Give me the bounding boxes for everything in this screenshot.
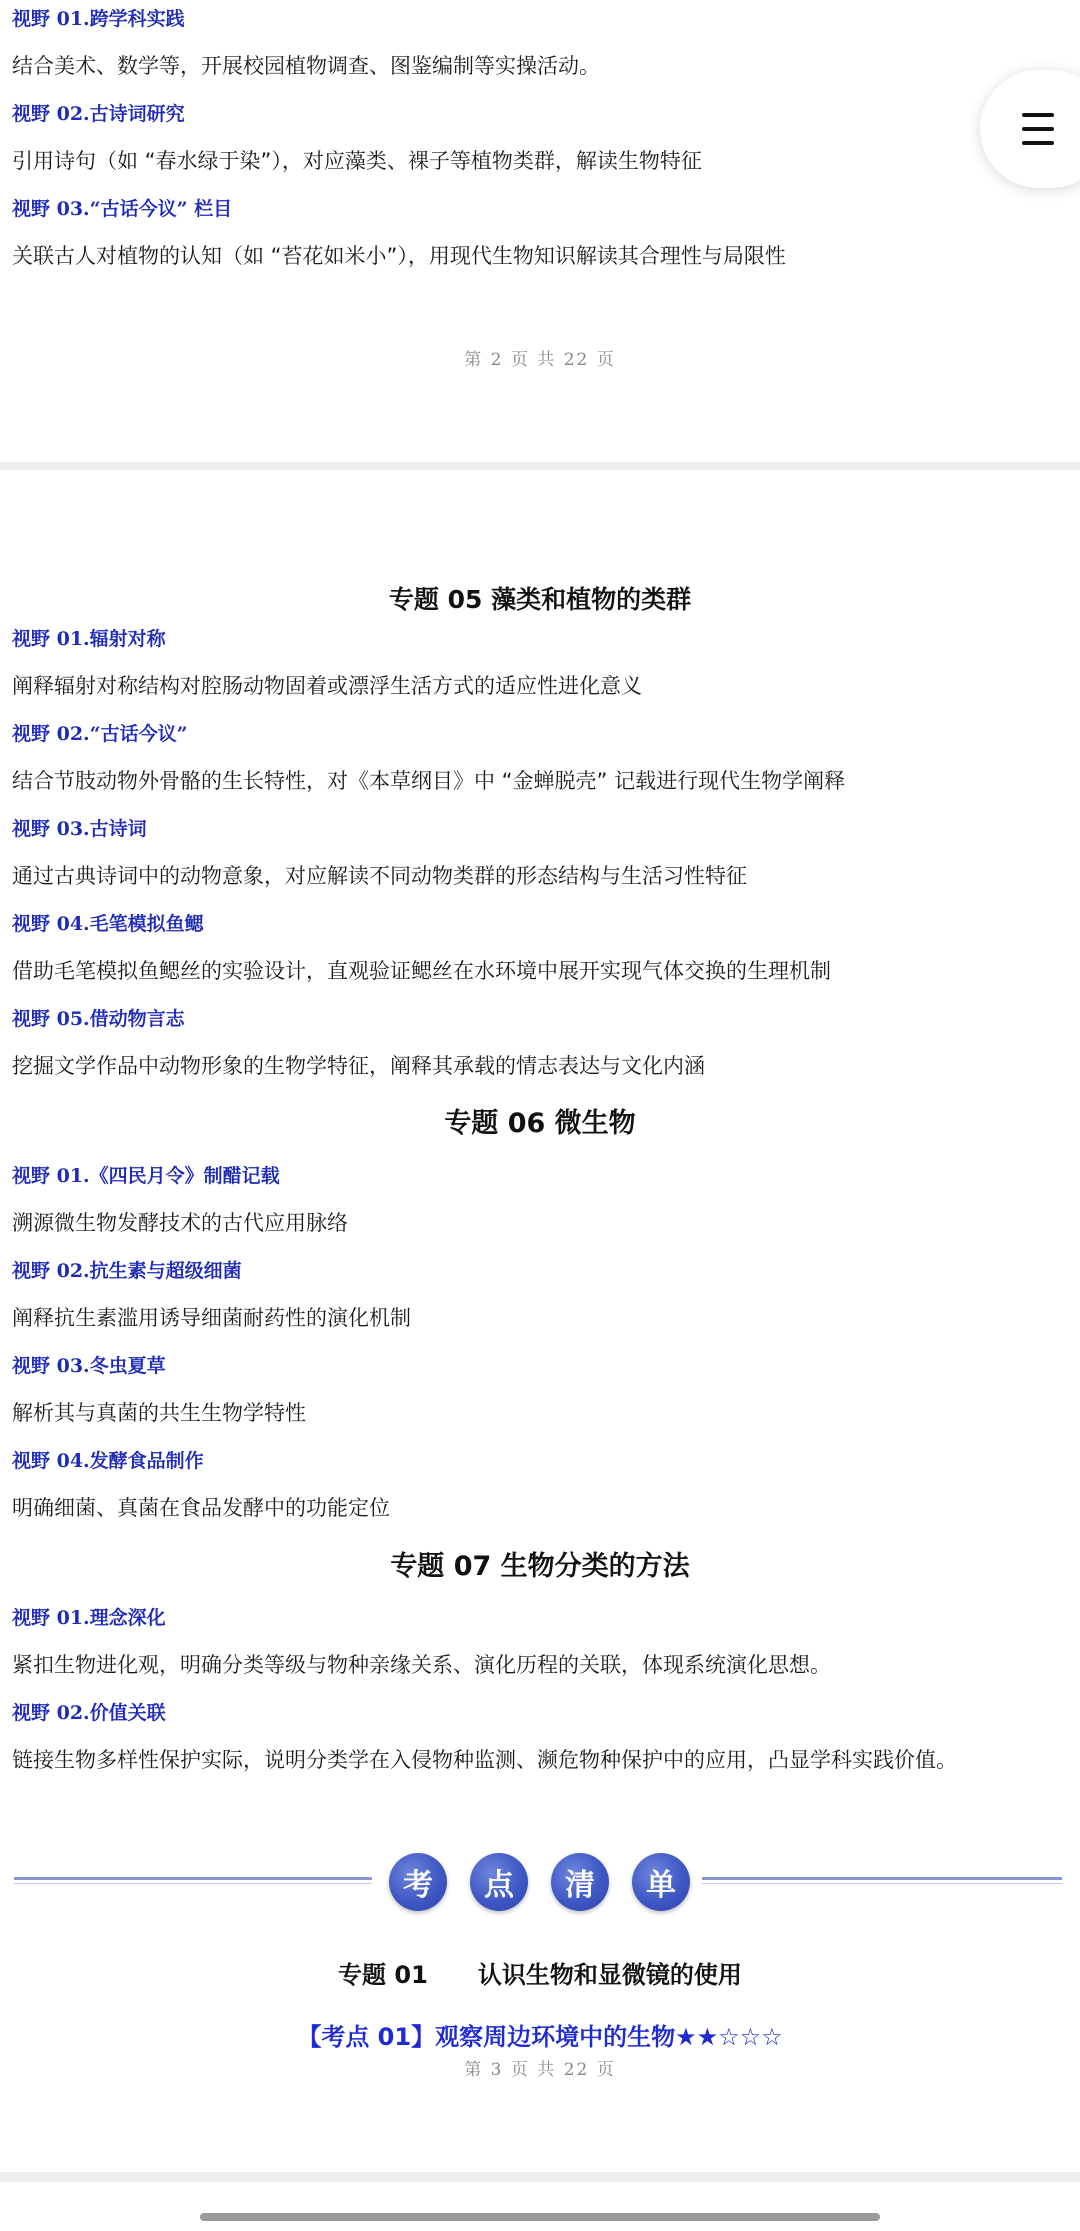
- banner-badge: 点: [470, 1853, 528, 1911]
- section-label: 视野 04.毛笔模拟鱼鳃: [12, 913, 204, 935]
- section-text: 链接生物多样性保护实际，说明分类学在入侵物种监测、濒危物种保护中的应用，凸显学科实践价值。: [12, 1748, 957, 1772]
- topic-title: 专题 06 微生物: [444, 1108, 636, 1139]
- section-label: 视野 02.古诗词研究: [12, 103, 185, 125]
- topic-title: 专题 05 藻类和植物的类群: [388, 585, 692, 614]
- section-label: 视野 02.价值关联: [12, 1702, 166, 1724]
- section-text: 借助毛笔模拟鱼鳃丝的实验设计，直观验证鳃丝在水环境中展开实现气体交换的生理机制: [12, 959, 831, 983]
- section-label: 视野 03.“古话今议” 栏目: [12, 198, 233, 220]
- section-text: 结合美术、数学等，开展校园植物调查、图鉴编制等实操活动。: [12, 54, 600, 78]
- section-text: 通过古典诗词中的动物意象，对应解读不同动物类群的形态结构与生活习性特征: [12, 864, 747, 888]
- section-text: 溯源微生物发酵技术的古代应用脉络: [12, 1211, 348, 1235]
- topic-title: 专题 01 认识生物和显微镜的使用: [338, 1961, 742, 1989]
- section-label: 视野 01.《四民月令》制醋记载: [12, 1165, 280, 1187]
- section-text: 结合节肢动物外骨骼的生长特性，对《本草纲目》中 “金蝉脱壳” 记载进行现代生物学阐释: [12, 769, 846, 793]
- page-footer: 第 3 页 共 22 页: [464, 2060, 616, 2080]
- section-text: 明确细菌、真菌在食品发酵中的功能定位: [12, 1496, 390, 1520]
- section-text: 阐释抗生素滥用诱导细菌耐药性的演化机制: [12, 1306, 411, 1330]
- section-label: 视野 01.辐射对称: [12, 628, 166, 650]
- section-label: 视野 04.发酵食品制作: [12, 1450, 204, 1472]
- section-label: 视野 03.冬虫夏草: [12, 1355, 166, 1377]
- page-divider: [0, 462, 1080, 470]
- kaodian-heading: 【考点 01】观察周边环境中的生物★★☆☆☆: [297, 2023, 783, 2051]
- section-text: 阐释辐射对称结构对腔肠动物固着或漂浮生活方式的适应性进化意义: [12, 674, 642, 698]
- section-text: 引用诗句（如 “春水绿于染”），对应藻类、裸子等植物类群，解读生物特征: [12, 149, 702, 173]
- banner-badge: 清: [551, 1853, 609, 1911]
- page-footer: 第 2 页 共 22 页: [464, 350, 616, 370]
- section-label: 视野 02.抗生素与超级细菌: [12, 1260, 242, 1282]
- section-text: 挖掘文学作品中动物形象的生物学特征，阐释其承载的情志表达与文化内涵: [12, 1054, 705, 1078]
- home-indicator[interactable]: [200, 2213, 880, 2221]
- topic-title: 专题 07 生物分类的方法: [390, 1551, 690, 1582]
- page-divider: [0, 2172, 1080, 2182]
- banner-badge: 考: [389, 1853, 447, 1911]
- section-label: 视野 01.理念深化: [12, 1607, 166, 1629]
- section-label: 视野 01.跨学科实践: [12, 8, 185, 30]
- section-text: 关联古人对植物的认知（如 “苔花如米小”），用现代生物知识解读其合理性与局限性: [12, 244, 786, 268]
- section-text: 解析其与真菌的共生生物学特性: [12, 1401, 306, 1425]
- section-label: 视野 03.古诗词: [12, 818, 147, 840]
- banner-badge: 单: [632, 1853, 690, 1911]
- section-text: 紧扣生物进化观，明确分类等级与物种亲缘关系、演化历程的关联，体现系统演化思想。: [12, 1653, 831, 1677]
- section-label: 视野 05.借动物言志: [12, 1008, 185, 1030]
- page-2: [0, 0, 1080, 462]
- section-label: 视野 02.“古话今议”: [12, 723, 188, 745]
